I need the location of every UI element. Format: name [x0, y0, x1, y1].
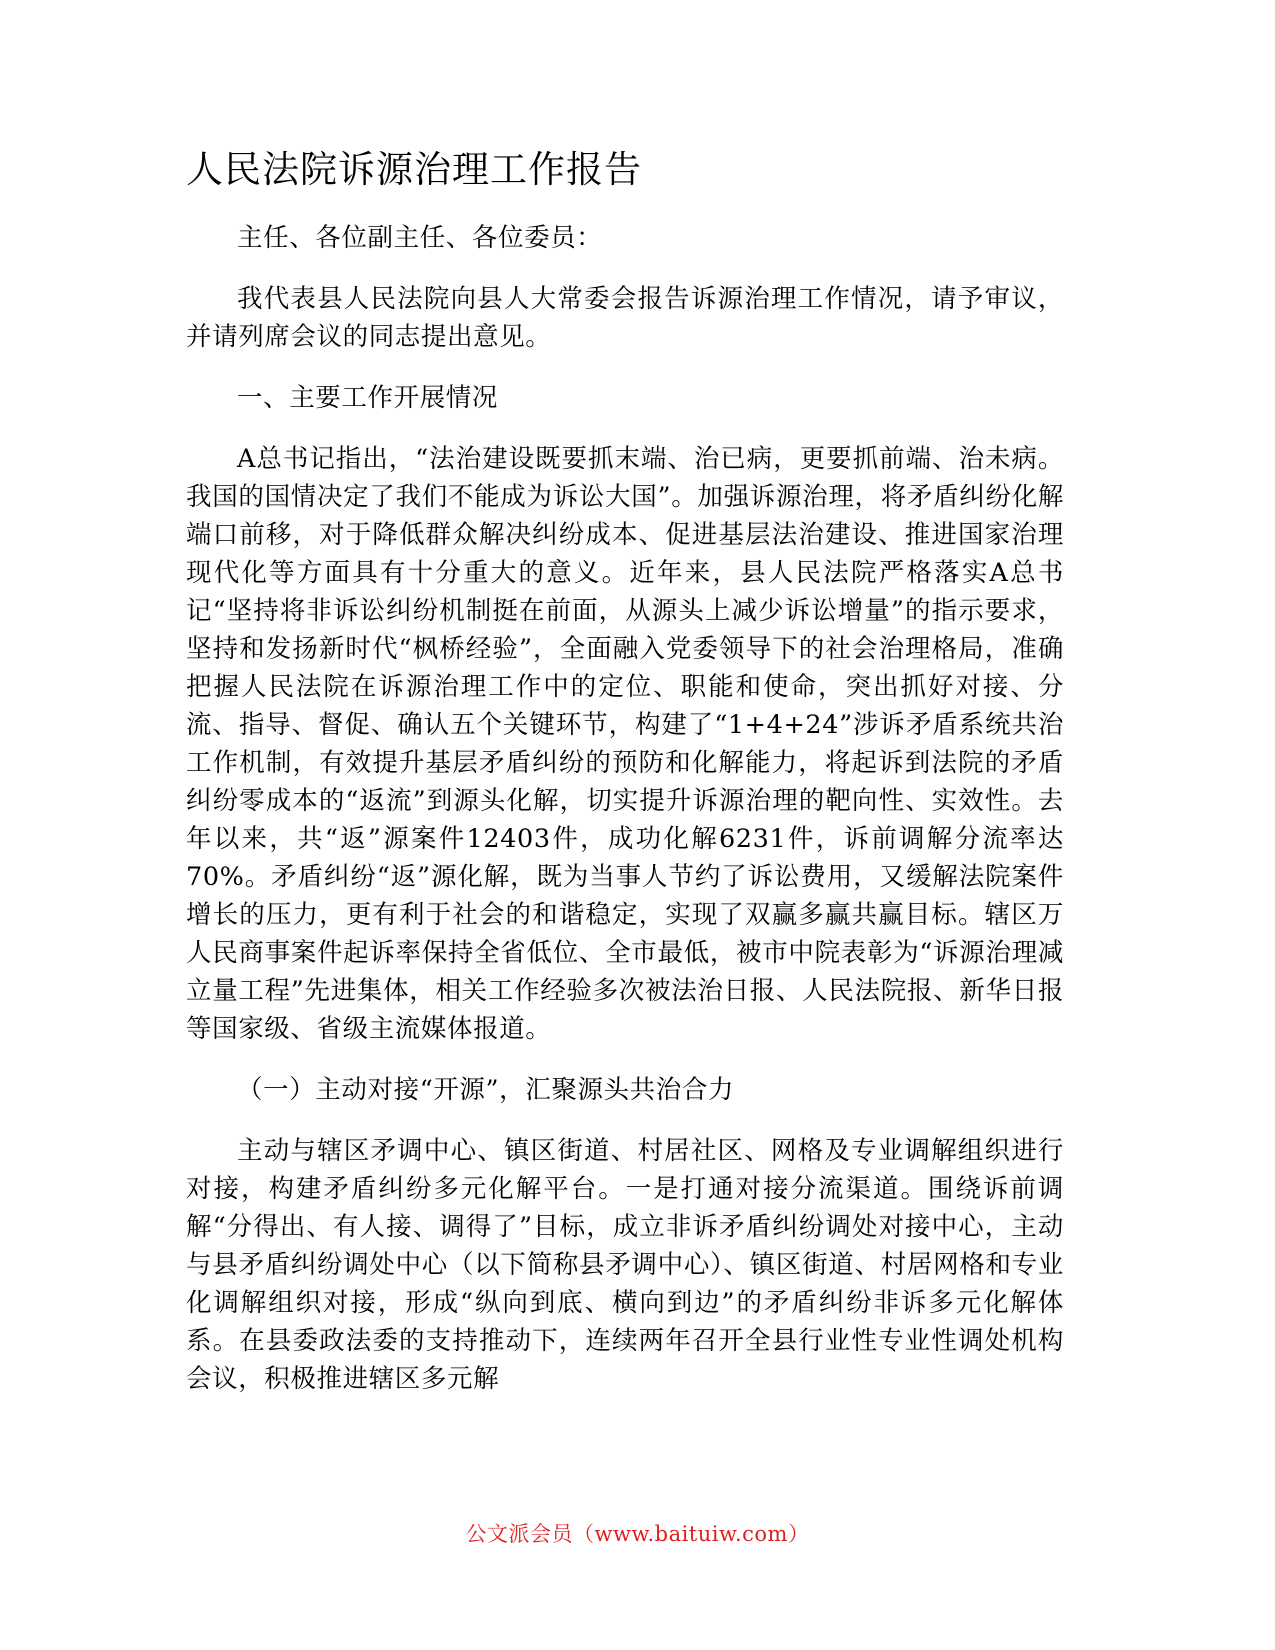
- document-body: [186, 219, 1064, 1421]
- document-title: 人民法院诉源治理工作报告: [186, 148, 642, 191]
- body-paragraph: A总书记指出，“法治建设既要抓末端、治已病，更要抓前端、治未病。我国的国情决定了我们不能成为诉讼大国”。加强诉源治理，将矛盾纠纷化解端口前移，对于降低群众解决纠纷成本、促进基层法治建设、推进国家治理现代化等方面具有十分重大的意义。近年来，县人民法院严格落实A总书记“坚持将非诉讼纠纷机制挺在前面，从源头上减少诉讼增量”的指示要求，坚持和发扬新时代“枫桥经验”，全面融入党委领导下的社会治理格局，准确把握人民法院在诉源治理工作中的定位、职能和使命，突出抓好对接、分流、指导、督促、确认五个关键环节，构建了“1+4+24”涉诉矛盾系统共治工作机制，有效提升基层矛盾纠纷的预防和化解能力，将起诉到法院的矛盾纠纷零成本的“返流”到源头化解，切实提升诉源治理的靶向性、实效性。去年以来，共“返”源案件12403件，成功化解6231件，诉前调解分流率达70%。矛盾纠纷“返”源化解，既为当事人节约了诉讼费用，又缓解法院案件增长的压力，更有利于社会的和谐稳定，实现了双赢多赢共赢目标。辖区万人民商事案件起诉率保持全省低位、全市最低，被市中院表彰为“诉源治理减立量工程”先进集体，相关工作经验多次被法治日报、人民法院报、新华日报等国家级、省级主流媒体报道。: [186, 444, 1064, 1044]
- body-paragraph: 主动与辖区矛调中心、镇区街道、村居社区、网格及专业调解组织进行对接，构建矛盾纠纷多元化解平台。一是打通对接分流渠道。围绕诉前调解“分得出、有人接、调得了”目标，成立非诉矛盾纠纷调处对接中心，主动与县矛盾纠纷调处中心（以下简称县矛调中心）、镇区街道、村居网格和专业化调解组织对接，形成“纵向到底、横向到边”的矛盾纠纷非诉多元化解体系。在县委政法委的支持推动下，连续两年召开全县行业性专业性调处机构会议，积极推进辖区多元解: [186, 1136, 1064, 1394]
- footer-watermark: 公文派会员（www.baituiw.com）: [465, 1522, 810, 1546]
- subsection-heading: （一）主动对接“开源”，汇聚源头共治合力: [237, 1075, 735, 1105]
- section-heading: 一、主要工作开展情况: [237, 383, 499, 413]
- opening-paragraph: 我代表县人民法院向县人大常委会报告诉源治理工作情况，请予审议，并请列席会议的同志提出意见。: [186, 284, 1064, 352]
- salutation-paragraph: 主任、各位副主任、各位委员：: [237, 223, 603, 253]
